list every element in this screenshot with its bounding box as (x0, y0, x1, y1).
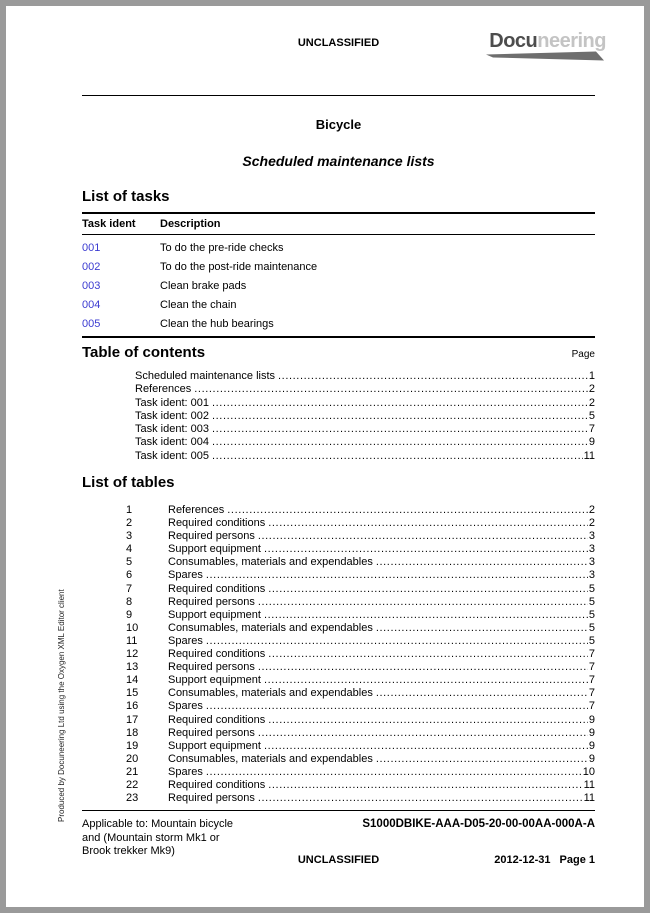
table-of-contents-section (82, 344, 595, 463)
table-number: 22 (126, 778, 139, 791)
task-row (82, 237, 595, 256)
table-list-entry (126, 569, 595, 582)
table-list-entry (126, 504, 595, 517)
table-list-entry (126, 648, 595, 661)
list-of-tasks-section (82, 188, 595, 338)
dot-leader (194, 383, 588, 396)
toc-entry-title: Task ident: 001 (135, 396, 209, 409)
table-title: Required conditions (168, 713, 266, 726)
toc-page-label: Page (571, 349, 595, 360)
table-list-entry (126, 517, 595, 530)
toc-entry (135, 423, 595, 436)
toc-entry (135, 397, 595, 410)
table-page: 9 (588, 752, 595, 765)
table-page: 3 (588, 569, 595, 582)
table-title: Spares (168, 569, 203, 582)
table-title: Spares (168, 634, 203, 647)
toc-heading: Table of contents (82, 344, 206, 361)
toc-entry-page: 1 (588, 370, 595, 382)
dot-leader (258, 727, 588, 740)
footer-classification: UNCLASSIFIED (297, 854, 380, 866)
task-ident-link[interactable]: 002 (82, 261, 101, 273)
table-number: 19 (126, 739, 139, 752)
table-list-entry (126, 583, 595, 596)
dot-leader (268, 648, 588, 661)
dot-leader (268, 714, 588, 727)
document-subtitle: Scheduled maintenance lists (242, 153, 435, 169)
toc-entry (135, 436, 595, 449)
table-page: 3 (588, 530, 595, 543)
table-page: 9 (588, 739, 595, 752)
logo-text (486, 30, 606, 52)
toc-entry (135, 383, 595, 396)
footer-date-page (494, 854, 595, 866)
list-of-tables-section (82, 474, 595, 805)
table-page: 5 (588, 608, 595, 621)
table-number: 13 (126, 661, 139, 674)
table-list-entry (126, 740, 595, 753)
task-description: To do the pre-ride checks (160, 242, 284, 254)
toc-entry-page: 11 (583, 449, 595, 462)
table-page: 10 (582, 765, 595, 778)
table-number: 14 (126, 674, 139, 687)
applicability-block (82, 818, 233, 859)
dot-leader (212, 410, 588, 423)
table-page: 9 (588, 726, 595, 739)
table-title: Required persons (168, 595, 255, 608)
table-title: Support equipment (168, 674, 261, 687)
table-title: Required conditions (168, 517, 266, 530)
toc-entry-page: 5 (588, 409, 595, 422)
task-row (82, 275, 595, 294)
toc-entry (135, 370, 595, 383)
dot-leader (206, 569, 588, 582)
table-page: 7 (588, 687, 595, 700)
dot-leader (278, 370, 588, 383)
dot-leader (212, 397, 588, 410)
tasks-table-header (82, 214, 595, 235)
toc-entry-page: 7 (588, 423, 595, 436)
header-rule (82, 95, 595, 96)
table-list-entry (126, 714, 595, 727)
table-list-entry (126, 661, 595, 674)
docuneering-logo (486, 30, 606, 63)
table-number: 5 (126, 556, 133, 569)
dot-leader (264, 674, 588, 687)
task-description: Clean the hub bearings (160, 318, 274, 330)
column-header-task-ident: Task ident (82, 218, 136, 230)
table-page: 7 (588, 700, 595, 713)
table-page: 11 (583, 792, 595, 805)
table-list-entry (126, 635, 595, 648)
task-ident-link[interactable]: 003 (82, 280, 101, 292)
table-page: 7 (588, 674, 595, 687)
issue-date: 2012-12-31 (494, 854, 551, 866)
page-number: Page 1 (559, 854, 595, 866)
dot-leader (376, 622, 588, 635)
logo-text-dark: Docu (489, 30, 538, 52)
applicability-line: and (Mountain storm Mk1 or (82, 831, 220, 844)
table-page: 5 (588, 595, 595, 608)
table-page: 2 (588, 504, 595, 516)
table-page: 9 (588, 713, 595, 726)
table-number: 12 (126, 648, 139, 661)
table-page: 5 (588, 621, 595, 634)
dot-leader (264, 740, 588, 753)
dot-leader (264, 543, 588, 556)
toc-entry-page: 2 (588, 383, 595, 396)
logo-text-light: neering (537, 30, 606, 52)
toc-entry-page: 9 (588, 436, 595, 449)
table-number: 21 (126, 765, 139, 778)
tasks-table (82, 212, 595, 338)
table-title: Required persons (168, 792, 255, 805)
table-title: Consumables, materials and expendables (168, 556, 373, 569)
table-title: Spares (168, 700, 203, 713)
table-title: References (168, 504, 225, 516)
table-list-entry (126, 543, 595, 556)
task-row (82, 294, 595, 313)
table-list-entry (126, 622, 595, 635)
task-description: To do the post-ride maintenance (160, 261, 318, 273)
table-list-entry (126, 753, 595, 766)
document-page (6, 6, 644, 907)
table-title: Required persons (168, 661, 255, 674)
table-number: 11 (126, 634, 138, 647)
table-number: 10 (126, 621, 139, 634)
table-list-entry (126, 596, 595, 609)
table-title: Required persons (168, 530, 255, 543)
table-list-entry (126, 766, 595, 779)
table-number: 23 (126, 792, 139, 805)
table-list-entry (126, 609, 595, 622)
table-number: 2 (126, 517, 133, 530)
table-title: Required conditions (168, 648, 266, 661)
toc-heading-row (82, 344, 595, 361)
dot-leader (258, 530, 588, 543)
header-classification: UNCLASSIFIED (297, 37, 380, 49)
table-page: 7 (588, 661, 595, 674)
table-title: Support equipment (168, 543, 261, 556)
table-title: Required conditions (168, 582, 266, 595)
dot-leader (258, 792, 583, 805)
table-title: Spares (168, 765, 203, 778)
toc-entry-title: Task ident: 004 (135, 436, 209, 449)
table-number: 3 (126, 530, 133, 543)
task-row (82, 313, 595, 332)
table-list-entry (126, 727, 595, 740)
table-number: 18 (126, 726, 139, 739)
table-number: 6 (126, 569, 133, 582)
footer-rule (82, 810, 595, 811)
tasks-table-body (82, 235, 595, 336)
list-of-tables-entries (126, 504, 595, 805)
toc-entry-page: 2 (588, 396, 595, 409)
production-side-note: Produced by Docuneering Ltd using the Oxygen XML Editor client (57, 589, 66, 822)
data-module-code: S1000DBIKE-AAA-D05-20-00-00AA-000A-A (362, 818, 595, 830)
list-of-tables-heading: List of tables (82, 474, 175, 491)
toc-entry (135, 450, 595, 463)
table-number: 17 (126, 713, 139, 726)
table-title: Required conditions (168, 778, 266, 791)
dot-leader (258, 596, 588, 609)
toc-entry-title: Task ident: 005 (135, 449, 209, 462)
dot-leader (206, 766, 582, 779)
list-of-tasks-heading: List of tasks (82, 188, 170, 205)
task-description: Clean brake pads (160, 280, 247, 292)
toc-entry (135, 410, 595, 423)
toc-entry-title: References (135, 383, 192, 396)
table-page: 3 (588, 556, 595, 569)
table-number: 8 (126, 595, 133, 608)
table-title: Required persons (168, 726, 255, 739)
logo-swoosh-icon (486, 51, 606, 63)
table-list-entry (126, 779, 595, 792)
table-number: 7 (126, 582, 133, 595)
table-page: 3 (588, 543, 595, 556)
table-list-entry (126, 530, 595, 543)
dot-leader (376, 753, 588, 766)
table-page: 11 (583, 778, 595, 791)
dot-leader (227, 504, 588, 517)
table-page: 5 (588, 634, 595, 647)
task-ident-link[interactable]: 001 (82, 242, 101, 254)
dot-leader (376, 556, 588, 569)
dot-leader (268, 583, 588, 596)
table-list-entry (126, 556, 595, 569)
table-number: 20 (126, 752, 139, 765)
table-title: Consumables, materials and expendables (168, 752, 373, 765)
dot-leader (206, 700, 588, 713)
table-page: 5 (588, 582, 595, 595)
column-header-description: Description (160, 218, 221, 230)
toc-entry-title: Task ident: 003 (135, 423, 209, 436)
table-number: 15 (126, 687, 139, 700)
table-page: 7 (588, 648, 595, 661)
table-list-entry (126, 687, 595, 700)
dot-leader (212, 450, 583, 463)
table-number: 1 (126, 504, 133, 516)
toc-entries (135, 370, 595, 463)
table-list-entry (126, 700, 595, 713)
applicability-line: Brook trekker Mk9) (82, 845, 175, 857)
table-title: Support equipment (168, 739, 261, 752)
dot-leader (268, 517, 588, 530)
dot-leader (376, 687, 588, 700)
table-number: 9 (126, 608, 133, 621)
dot-leader (212, 423, 588, 436)
table-title: Consumables, materials and expendables (168, 621, 373, 634)
table-number: 16 (126, 700, 139, 713)
table-title: Support equipment (168, 608, 261, 621)
table-list-entry (126, 674, 595, 687)
table-number: 4 (126, 543, 133, 556)
table-title: Consumables, materials and expendables (168, 687, 373, 700)
table-page: 2 (588, 517, 595, 530)
dot-leader (264, 609, 588, 622)
applicability-line: Applicable to: Mountain bicycle (82, 818, 234, 830)
dot-leader (268, 779, 582, 792)
document-title: Bicycle (315, 117, 362, 132)
dot-leader (212, 436, 588, 449)
task-row (82, 256, 595, 275)
toc-entry-title: Scheduled maintenance lists (135, 370, 276, 382)
task-ident-link[interactable]: 005 (82, 318, 101, 330)
table-list-entry (126, 792, 595, 805)
toc-entry-title: Task ident: 002 (135, 409, 209, 422)
task-description: Clean the chain (160, 299, 237, 311)
dot-leader (206, 635, 588, 648)
dot-leader (258, 661, 588, 674)
task-ident-link[interactable]: 004 (82, 299, 101, 311)
